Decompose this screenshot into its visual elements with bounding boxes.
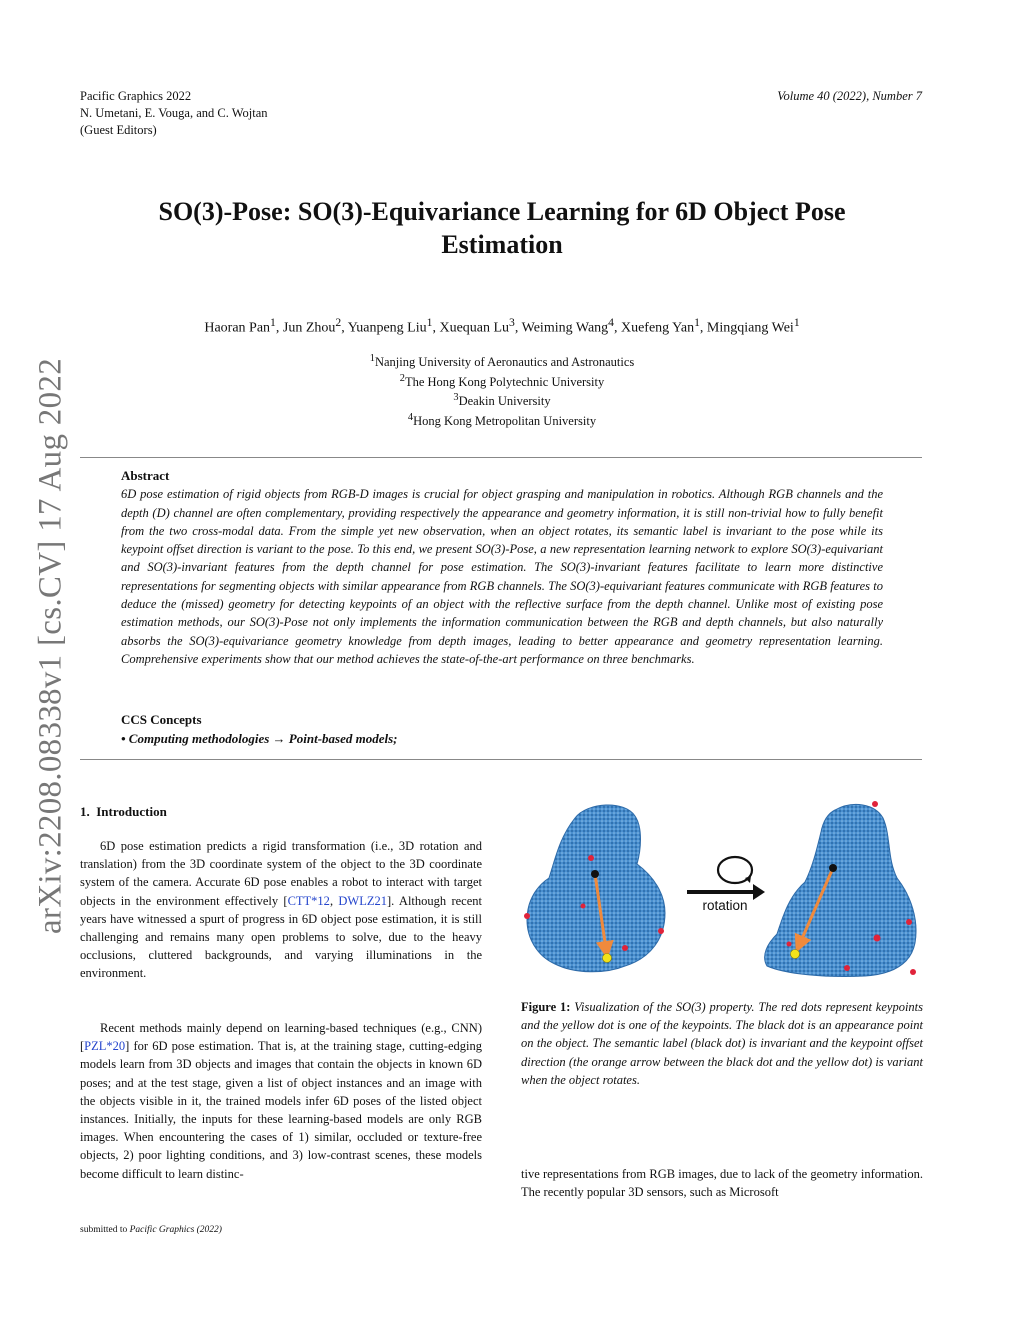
abstract-text: 6D pose estimation of rigid objects from RGB-D images is crucial for object grasping and manipulation in robotics. Although RGB channels and the depth (D) channel are often complementary, providing respectively the appearance and geometry information, it is still non-trivial how to fully benefit from the two cross-modal data. From the simple yet new observation, when an object rotates, its semantic label is invariant to the pose while its keypoint offset direction is variant to the pose. To this end, we present SO(3)-Pose, a new representation learning network to explore SO(3)-equivariant and SO(3)-invariant features from the depth channel for pose estimation. The SO(3)-invariant features facilitate to learn more distinctive representations for segmenting objects with similar appearance from RGB channels. The SO(3)-equivariant features communicate with RGB features to deduce the (missed) geometry for detecting keypoints of an object with the reflective surface from the depth channel. Unlike most of existing pose estimation methods, our SO(3)-Pose not only implements the information communication between the RGB and depth channels, but also naturally absorbs the SO(3)-equivariance geometry knowledge from depth images, leading to better appearance and geometry representation learning. Comprehensive experiments show that our method achieves the state-of-the-art performance on three benchmarks.: [121, 487, 883, 666]
affiliation: [100, 410, 904, 430]
paragraph-text: 6D pose estimation predicts a rigid transformation (i.e., 3D rotation and translation) from the 3D coordinate system of the object to the 3D coordinate system of the camera. Accurate 6D pose enables a robot to interact with target objects in the environment effectively [: [80, 839, 482, 908]
arxiv-identifier[interactable]: arXiv:2208.08338v1 [cs.CV] 17 Aug 2022: [32, 357, 69, 935]
affiliation-name: Hong Kong Metropolitan University: [413, 414, 597, 429]
affiliation-number: 2: [399, 372, 405, 384]
keypoint-left: [524, 913, 530, 919]
conference-name: Pacific Graphics 2022: [80, 89, 192, 103]
affiliation-name: Nanjing University of Aeronautics and Astronautics: [374, 355, 635, 370]
author: Xuequan Lu: [439, 320, 510, 336]
keypoint-right: [874, 935, 881, 942]
author-affiliation-mark: 1: [426, 316, 433, 329]
keypoint-right: [787, 942, 792, 947]
ccs-heading: CCS Concepts: [121, 712, 202, 727]
ccs-concepts: [121, 710, 397, 748]
affiliation: [100, 371, 904, 391]
guest-editors-role: (Guest Editors): [80, 123, 157, 137]
footer-venue: Pacific Graphics (2022): [129, 1225, 222, 1235]
appearance-point-right: [829, 864, 837, 872]
keypoint-left: [658, 928, 664, 934]
citation-link[interactable]: CTT*12: [287, 893, 330, 908]
keypoint-right: [844, 965, 850, 971]
author: Haoran Pan: [204, 320, 271, 336]
author-affiliation-mark: 1: [270, 316, 276, 329]
keypoint-right: [872, 801, 878, 807]
author-affiliation-mark: 2: [335, 316, 342, 329]
keypoint-left: [622, 945, 628, 951]
keypoint-left: [581, 904, 586, 909]
caption-text: Visualization of the SO(3) property. The red dots represent keypoints and the yellow dot is one of the keypoints. The black dot is an appearance point on the object. The semantic label (black dot) is invariant and the keypoint offset direction (the orange arrow between the black dot and the yellow dot) is variant when the object rotates.: [521, 1000, 924, 1087]
keypoint-right: [906, 919, 912, 925]
affiliation-number: 1: [369, 353, 375, 364]
author-list: Haoran Pan$^1$, Jun Zhou$^2$, Yuanpeng Liu$^1$, Xuequan Lu$^3$, Weiming Wang$^4$, Xuefeng Yan$^1$, Mingqiang Wei$^1$: [204, 316, 800, 336]
author-affiliation-mark: 1: [793, 316, 800, 329]
keypoint-right: [910, 969, 916, 975]
section-title: Introduction: [96, 804, 167, 819]
rotation-label: rotation: [702, 898, 748, 913]
running-header-left: [80, 88, 268, 139]
keypoint-left: [588, 855, 594, 861]
affiliation: [100, 351, 904, 371]
author: Xuefeng Yan: [620, 320, 695, 336]
figure-label: Figure 1:: [521, 1000, 571, 1014]
intro-paragraph-1: [80, 837, 482, 983]
affiliation-name: The Hong Kong Polytechnic University: [404, 374, 605, 389]
figure-1-visualization: [515, 798, 925, 988]
citation-link[interactable]: PZL*20: [84, 1039, 126, 1054]
affiliation: [100, 390, 904, 410]
paragraph-body: [80, 1019, 482, 1183]
guest-editors: N. Umetani, E. Vouga, and C. Wojtan: [80, 106, 268, 120]
citation-separator: ,: [329, 893, 339, 908]
affiliation-name: Deakin University: [458, 394, 551, 409]
ccs-item: • Computing methodologies → Point-based models;: [121, 731, 398, 746]
highlight-keypoint-left: [603, 954, 612, 963]
author: Weiming Wang: [521, 320, 609, 336]
volume-info: Volume 40 (2022), Number 7: [777, 89, 922, 103]
affiliation-number: 4: [407, 411, 414, 423]
paper-title: SO(3)-Pose: SO(3)-Equivariance Learning for 6D Object Pose Estimation: [158, 197, 846, 259]
point-cloud-object-right: [765, 804, 916, 976]
appearance-point-left: [591, 870, 599, 878]
paragraph-text: ]. Although recent years have witnessed a spurt of progress in 6D object pose estimation, it is still challenging and remains many open problems to solve, due to the heavy occlusions, cluttered backgrounds, and varying illuminations in the environment.: [80, 893, 482, 981]
paragraph-text: Recent methods mainly depend on learning-based techniques (e.g., CNN) [: [80, 1021, 482, 1054]
author: Mingqiang Wei: [706, 320, 794, 336]
page-footer: [80, 1225, 222, 1235]
intro-paragraph-2: [80, 1019, 482, 1183]
affiliation-list: [100, 351, 904, 430]
paragraph-text: ] for 6D pose estimation. That is, at the training stage, cutting-edging models learn from 3D objects and images that contain the objects in known 6D poses; and at the test stage, given a list of object instances and an image with the objects visible in it, the trained models infer 6D poses of the listed object instances. Initially, the inputs for these learning-based models are only RGB images. When encountering the cases of 1) similar, occluded or texture-free objects, 2) poor lighting conditions, and 3) low-contrast scenes, these models become difficult to learn distinc-: [80, 1039, 482, 1181]
author-affiliation-mark: 3: [509, 316, 515, 329]
author: Yuanpeng Liu: [347, 320, 427, 336]
abstract-block: [121, 467, 883, 668]
highlight-keypoint-right: [791, 950, 800, 959]
abstract-heading: Abstract: [121, 468, 170, 483]
figure-1-caption: [521, 998, 923, 1089]
section-number: 1.: [80, 804, 90, 819]
citation-link[interactable]: DWLZ21: [338, 893, 387, 908]
affiliation-number: 3: [453, 392, 459, 404]
section-heading: [80, 804, 167, 820]
author-affiliation-mark: 4: [608, 316, 614, 329]
right-column-text: tive representations from RGB images, due to lack of the geometry information. The recently popular 3D sensors, such as Microsoft: [521, 1167, 923, 1200]
abstract-top-rule: [80, 457, 922, 458]
abstract-bottom-rule: [80, 759, 922, 760]
footer-prefix: submitted to: [80, 1225, 130, 1235]
author: Jun Zhou: [282, 320, 336, 336]
author-affiliation-mark: 1: [694, 316, 700, 329]
paragraph-body: [80, 837, 482, 983]
